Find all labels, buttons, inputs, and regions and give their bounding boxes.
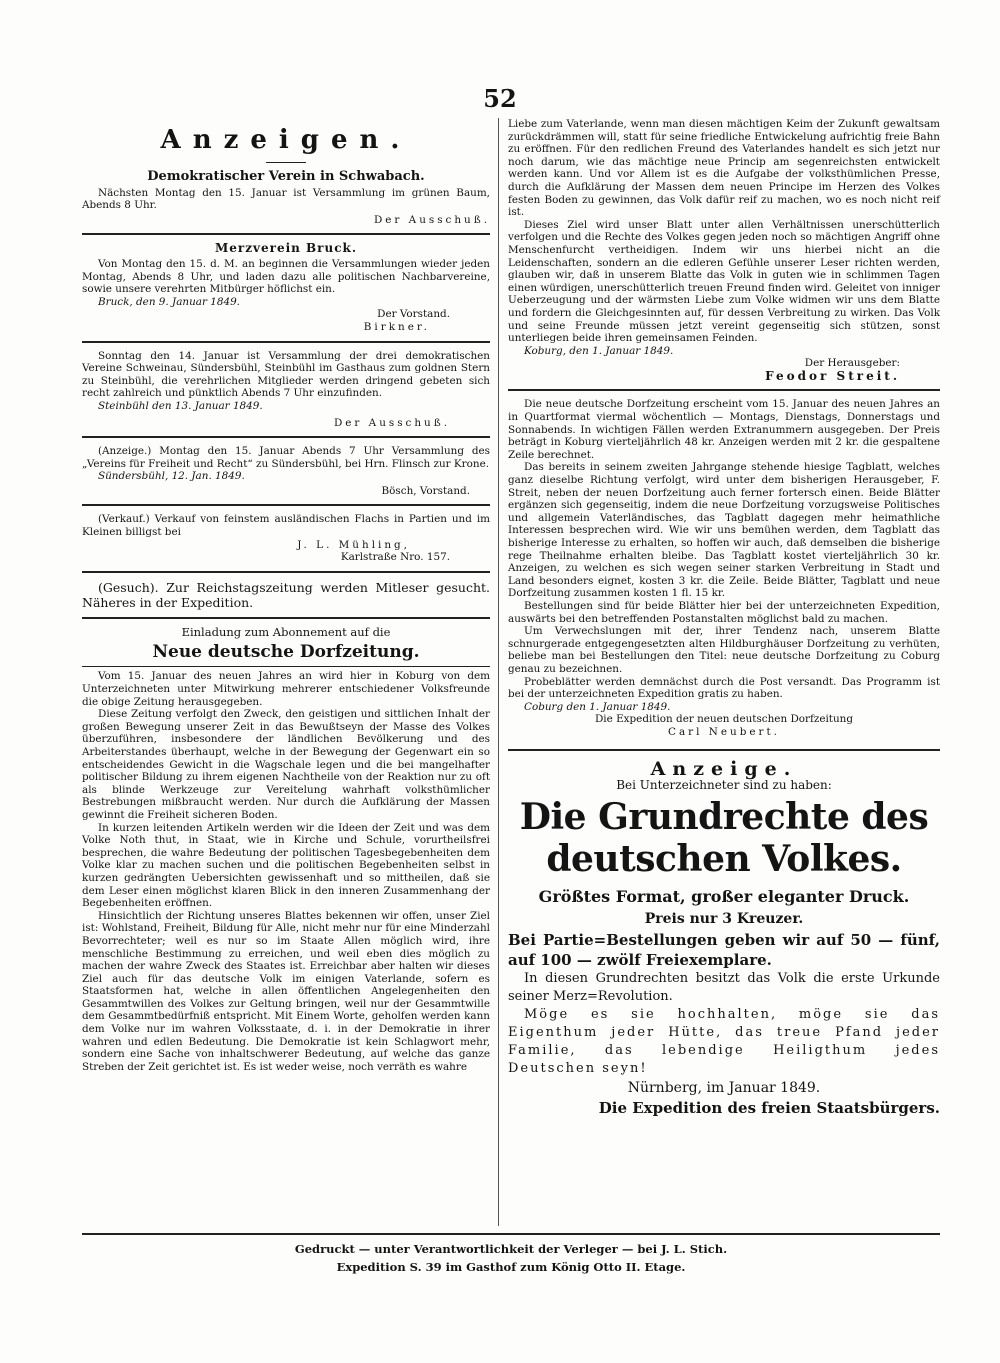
ad-price: Preis nur 3 Kreuzer. <box>644 910 804 927</box>
ad-suendersbuehl <box>82 445 490 497</box>
ad-signature-name: Birkner. <box>363 320 430 333</box>
divider <box>82 571 490 573</box>
divider <box>508 749 940 751</box>
divider <box>82 504 490 506</box>
ad-date: Sündersbühl, 12. Jan. 1849. <box>98 470 245 483</box>
ad-steinbuehl <box>82 350 490 430</box>
ad-signature: Die Expedition des freien Staatsbürgers. <box>598 1098 940 1117</box>
grundrechte-ad <box>508 757 940 1118</box>
left-column <box>82 118 490 1073</box>
imprint-line: Expedition S. 39 im Gasthof zum König Otto II. Etage. <box>336 1260 686 1274</box>
ad-paragraph: Dieses Ziel wird unser Blatt unter allen Verhältnissen unerschütterlich verfolgen und die Rechte des Volkes gegen jeden noch so mächtigen Angriff ohne Menschenfurcht vertheidigen. Indem wir uns hierbei nicht an die Leidenschaften, sondern an die edleren Gefühle unserer Leser richten werden, glauben wir, daß in unserem Blatte das Volk in guten wie in schlimmen Tagen einen würdigen, unerschütterlich treuen Freund finden wird. Geleitet von inniger Ueberzeugung und der wärmsten Liebe zum Volke widmen wir uns dem Blatte und fordern die Gleichgesinnten auf, für dessen Verbreitung zu wirken. Das Volk und seine Freunde müssen jetzt vereint gegenseitig sich stützen, sonst unterliegen beide ihren gemeinsamen Feinden. <box>508 218 940 345</box>
divider <box>82 617 490 619</box>
ad-signature: Der Ausschuß. <box>333 416 450 429</box>
ad-signature: Der Ausschuß. <box>373 213 490 226</box>
divider <box>82 233 490 235</box>
ad-title: Merzverein Bruck. <box>214 241 358 256</box>
ad-date: Koburg, den 1. Januar 1849. <box>524 344 674 357</box>
ad-title-line: Einladung zum Abonnement auf die <box>181 624 391 639</box>
ad-signature: Der Vorstand. <box>377 308 450 321</box>
ad-title: Neue deutsche Dorfzeitung. <box>152 642 420 663</box>
ad-paragraph: Um Verwechslungen mit der, ihrer Tendenz nach, unserem Blatte schnurgerade entgegengesetzten alten Hildburghäuser Dorfzeitung zu verhüten, beliebe man bei Bestellungen den Titel: neue deutsche Dorfzeitung zu Coburg genau zu bezeichnen. <box>508 625 940 675</box>
ad-signature-name: Feodor Streit. <box>765 368 900 383</box>
dorfzeitung-details <box>508 398 940 738</box>
ad-paragraph: Bestellungen sind für beide Blätter hier bei der unterzeichneten Expedition, auswärts bei den betreffenden Postanstalten möglichst bald zu machen. <box>508 599 940 625</box>
ad-line: In diesen Grundrechten besitzt das Volk die erste Urkunde seiner Merz=Revolution. <box>508 970 940 1004</box>
ad-heading: Anzeige. <box>650 757 798 780</box>
ad-paragraph: Probeblätter werden demnächst durch die Post versandt. Das Programm ist bei der unterzeichneten Expedition gratis zu haben. <box>508 675 940 701</box>
ad-paragraph: Diese Zeitung verfolgt den Zweck, den geistigen und sittlichen Inhalt der großen Bewegung unserer Zeit in das Bewußtseyn der Masse des Volkes überzuführen, insbesondere der ländlichen Bevölkerung und des Arbeiterstandes überhaupt, welche in der Bewegung der Gegenwart ein so entscheidendes Gewicht in die Wagschale legen und die bei mangelhafter politischer Bildung zu ihrem eigenen Nachtheile von der Reaktion nur zu oft als blinde Werkzeuge zur Vereitelung wahrhaft volksthümlicher Bestrebungen mißbraucht werden. Nur durch die Aufklärung der Massen gewinnt die Freiheit sicheren Boden. <box>82 708 490 821</box>
ad-line: Größtes Format, großer eleganter Druck. <box>538 886 910 906</box>
ad-paragraph: Die neue deutsche Dorfzeitung erscheint vom 15. Januar des neuen Jahres an in Quartformat viermal wöchentlich — Montags, Dienstags, Donnerstags und Sonnabends. In wichtigen Fällen werden Extranummern ausgegeben. Der Preis beträgt in Koburg vierteljährlich 48 kr. Anzeigen werden mit 2 kr. die gespaltene Zeile berechnet. <box>508 398 940 461</box>
ad-bruck <box>82 242 490 333</box>
dorfzeitung-continuation <box>508 118 940 382</box>
ad-body: (Verkauf.) Verkauf von feinstem ausländischen Flachs in Partien und im Kleinen billigst bei <box>82 513 490 539</box>
ad-schwabach <box>82 171 490 226</box>
imprint-footer <box>82 1233 940 1276</box>
ad-body: (Gesuch). Zur Reichstagszeitung werden Mitleser gesucht. Näheres in der Expedition. <box>82 579 490 610</box>
ad-body: Sonntag den 14. Januar ist Versammlung der drei demokratischen Vereine Schweinau, Sündersbühl, Steinbühl im Gasthaus zum goldnen Stern zu Steinbühl, die verehrlichen Mitglieder werden dringend gebeten sich recht zahlreich und pünktlich Abends 7 Uhr einzufinden. <box>82 349 490 400</box>
ad-title: Demokratischer Verein in Schwabach. <box>147 169 425 184</box>
ad-paragraph: Vom 15. Januar des neuen Jahres an wird hier in Koburg von dem Unterzeichneten unter Mitwirkung mehrerer entschiedener Volksfreunde die obige Zeitung herausgegeben. <box>82 670 490 708</box>
column-divider <box>498 118 499 1226</box>
ad-signature: Bösch, Vorstand. <box>381 484 470 497</box>
ad-date: Bruck, den 9. Januar 1849. <box>98 295 240 308</box>
divider <box>82 666 490 667</box>
divider <box>508 389 940 391</box>
ad-body: Von Montag den 15. d. M. an beginnen die Versammlungen wieder jeden Montag, Abends 8 Uhr, und laden dazu alle politischen Nachbarvereine, sowie unsere verehrten Mitbürger höflichst ein. <box>82 257 490 296</box>
ad-paragraph: Liebe zum Vaterlande, wenn man diesen mächtigen Keim der Zukunft gewaltsam zurückdrämmen will, statt für seine friedliche Entwickelung aufrichtig freie Bahn zu eröffnen. Für den redlichen Freund des Vaterlandes handelt es sich jetzt nur noch darum, wie das mächtige neue Princip am segenreichsten entwickelt werden kann. Und vor Allem ist es die Aufgabe der volksthümlichen Presse, durch die Aufklärung der Massen dem neuen Principe im Herzen des Volkes festen Boden zu gewinnen, das Volk dafür reif zu machen, wo es noch nicht reif ist. <box>508 118 940 219</box>
ad-signature: Der Herausgeber: <box>804 357 900 370</box>
imprint-line: Gedruckt — unter Verantwortlichkeit der Verleger — bei J. L. Stich. <box>294 1242 728 1256</box>
ad-gesuch <box>82 580 490 610</box>
ad-paragraph: Das bereits in seinem zweiten Jahrgange stehende hiesige Tagblatt, welches ganz dieselbe Richtung verfolgt, wird unter dem bisherigen Herausgeber, F. Streit, neben der neuen Dorfzeitung auch ferner fortersch einen. Beide Blätter ergänzen sich gegenseitig, indem die neue Dorfzeitung vorzugsweise Politisches und allgemein Vaterländisches, das Tagblatt dagegen mehr heimathliche Interessen besprechen wird. Wie wir uns bemühen werden, dem Tagblatt das bisherige Interesse zu erhalten, so hoffen wir auch, daß demselben die bisherige rege Theilnahme erhalten bleibe. Das Tagblatt kostet vierteljährlich 30 kr. Anzeigen, zu welchen es sich wegen seiner starken Verbreitung in Stadt und Land besonders eignet, kosten 3 kr. die Zeile. Beide Blätter, Tagblatt und neue Dorfzeitung zusammen kosten 1 fl. 15 kr. <box>508 461 940 600</box>
ad-verkauf <box>82 513 490 563</box>
right-column <box>508 118 940 1118</box>
divider <box>266 162 306 163</box>
section-heading: Anzeigen. <box>160 125 412 155</box>
ad-dorfzeitung-invitation <box>82 626 490 1074</box>
ad-paragraph: Hinsichtlich der Richtung unseres Blattes bekennen wir offen, unser Ziel ist: Wohlstand, Freiheit, Bildung für Alle, nicht mehr nur für eine Minderzahl Bevorrechteter; weil es nur so im Staate Allen möglich wird, ihre menschliche Bestimmung zu erreichen, und weil eben dies möglich zu machen der wahre Zweck des Staates ist. Erreichbar aber halten wir dieses Ziel auch für das deutsche Volk im einigen Vaterlande, sofern es Staatsformen hat, welche in allen öffentlichen Angelegenheiten den Gesammtwillen des Volkes zur Geltung bringen, weil nur der Gesammtwille dem Gesammtbedürfniß entspricht. Mit Einem Worte, geholfen werden kann dem Volke nur im wahren Volksstaate, d. i. in der Demokratie in ihrer wahren und edlen Bedeutung. Die Demokratie ist kein Schlagwort mehr, sondern eine Sache von inhaltschwerer Bedeutung, auf welche das ganze Streben der Zeit gerichtet ist. Es ist weder weise, noch verräth es wahre <box>82 909 490 1073</box>
page-number: 52 <box>483 84 517 113</box>
ad-intro: Bei Unterzeichneter sind zu haben: <box>616 778 832 793</box>
ad-signature: J. L. Mühling, <box>297 538 410 551</box>
ad-title: Die Grundrechte des deutschen Volkes. <box>519 795 929 880</box>
divider <box>82 436 490 438</box>
ad-line: Bei Partie=Bestellungen geben wir auf 50 — fünf, auf 100 — zwölf Freiexemplare. <box>508 930 940 969</box>
divider <box>82 341 490 343</box>
ad-date: Steinbühl den 13. Januar 1849. <box>98 399 263 412</box>
ad-date: Nürnberg, im Januar 1849. <box>627 1079 821 1096</box>
ad-signature: Die Expedition der neuen deutschen Dorfzeitung <box>594 713 854 726</box>
ad-line: Möge es sie hochhalten, möge sie das Eigenthum jeder Hütte, das treue Pfand jeder Familie, das lebendige Heiligthum jedes Deutschen seyn! <box>508 1006 940 1076</box>
ad-body: (Anzeige.) Montag den 15. Januar Abends 7 Uhr Versammlung des „Vereins für Freiheit und Recht“ zu Sündersbühl, bei Hrn. Flinsch zur Krone. <box>82 445 490 470</box>
ad-body: Nächsten Montag den 15. Januar ist Versammlung im grünen Baum, Abends 8 Uhr. <box>82 186 490 212</box>
ad-address: Karlstraße Nro. 157. <box>340 551 450 564</box>
ad-paragraph: In kurzen leitenden Artikeln werden wir die Ideen der Zeit und was dem Volke Noth thut, in Staat, wie in Kirche und Schule, vorurtheilsfrei besprechen, die wahre Bedeutung der politischen Tagesbegebenheiten dem Volke klar zu machen suchen und die politischen Begebenheiten selbst in kurzen gedrängten Uebersichten gewissenhaft und so mittheilen, daß sie dem Leser einen möglichst klaren Blick in den inneren Zusammenhang der Begebenheiten eröffnen. <box>82 821 490 910</box>
ad-date: Coburg den 1. Januar 1849. <box>524 700 671 713</box>
ad-signature-name: Carl Neubert. <box>668 725 780 738</box>
